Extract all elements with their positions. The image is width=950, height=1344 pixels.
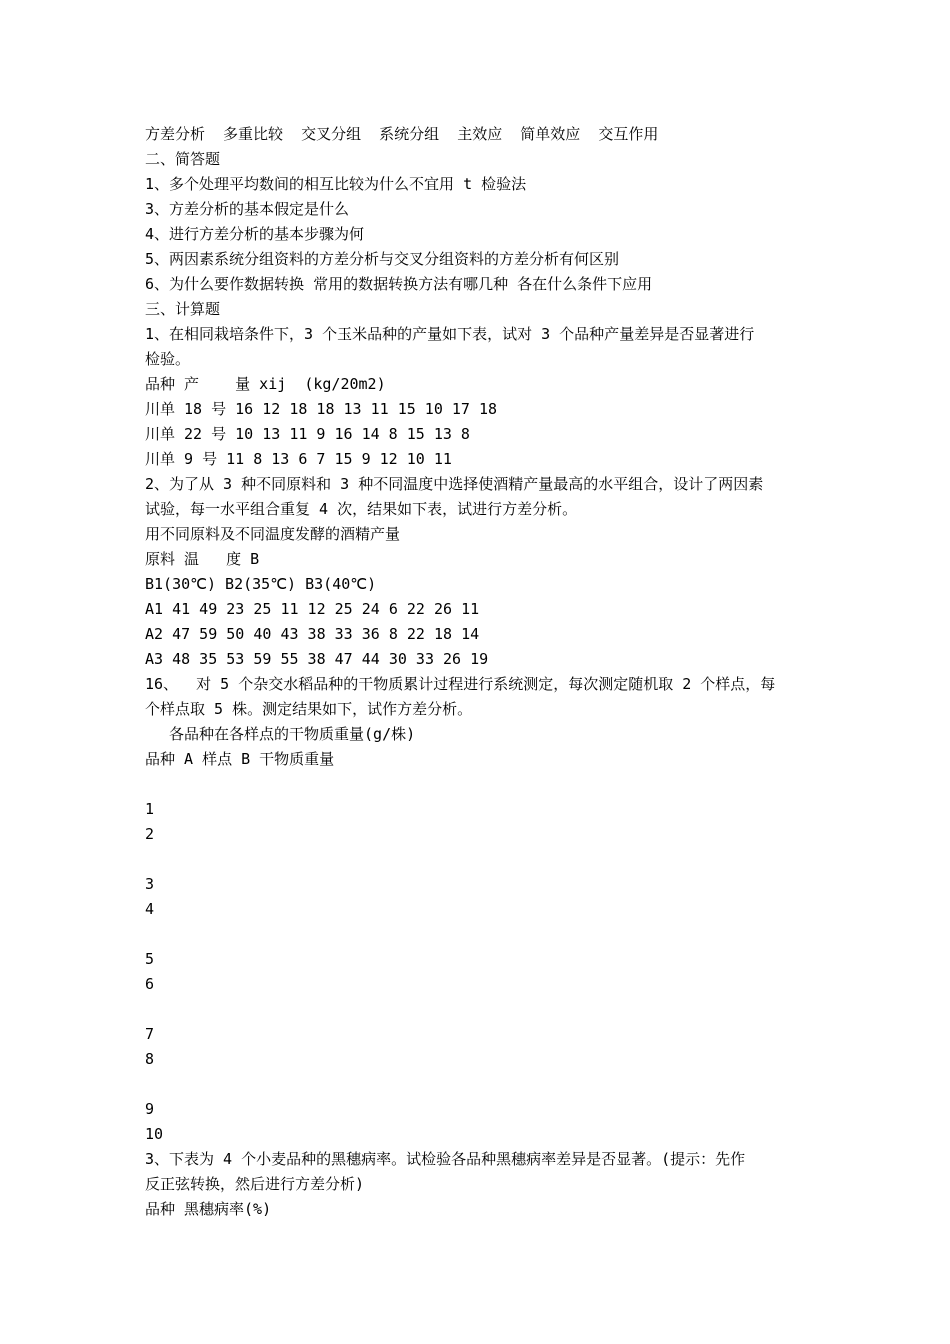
blank-line xyxy=(145,922,810,947)
table-row-label: 1 xyxy=(145,800,155,818)
table-header: 品种 A 样点 B 干物质重量 xyxy=(145,750,335,768)
table-row: A3 48 35 53 59 55 38 47 44 30 33 26 19 xyxy=(145,650,489,668)
table-row-label: 10 xyxy=(145,1125,164,1143)
problem-text: 个样点取 5 株。测定结果如下，试作方差分析。 xyxy=(145,700,473,718)
table-header: 品种 黑穗病率(%) xyxy=(145,1200,272,1218)
table-row: 川单 22 号 10 13 11 9 16 14 8 15 13 8 xyxy=(145,425,470,443)
question-line: 1、多个处理平均数间的相互比较为什么不宜用 t 检验法 xyxy=(145,175,527,193)
problem-text: 检验。 xyxy=(145,350,191,368)
table-row-label: 5 xyxy=(145,950,155,968)
table-row-label: 7 xyxy=(145,1025,155,1043)
table-row: 川单 9 号 11 8 13 6 7 15 9 12 10 11 xyxy=(145,450,452,468)
table-header: 品种 产 量 xij (kg/20m2) xyxy=(145,375,386,393)
table-row: A1 41 49 23 25 11 12 25 24 6 22 26 11 xyxy=(145,600,480,618)
question-line: 3、方差分析的基本假定是什么 xyxy=(145,200,350,218)
table-row: 川单 18 号 16 12 18 18 13 11 15 10 17 18 xyxy=(145,400,498,418)
table-header: B1(30℃) B2(35℃) B3(40℃) xyxy=(145,575,377,593)
document-body xyxy=(145,122,810,1222)
table-row-label: 4 xyxy=(145,900,155,918)
question-line: 5、两因素系统分组资料的方差分析与交叉分组资料的方差分析有何区别 xyxy=(145,250,620,268)
table-row-label: 8 xyxy=(145,1050,155,1068)
problem-text: 试验，每一水平组合重复 4 次，结果如下表，试进行方差分析。 xyxy=(145,500,578,518)
terms-line: 方差分析 多重比较 交叉分组 系统分组 主效应 简单效应 交互作用 xyxy=(145,125,659,143)
question-line: 6、为什么要作数据转换 常用的数据转换方法有哪几种 各在什么条件下应用 xyxy=(145,275,653,293)
table-title: 各品种在各样点的干物质重量(g/株) xyxy=(169,725,416,743)
table-row-label: 9 xyxy=(145,1100,155,1118)
section-heading-calculation: 三、计算题 xyxy=(145,300,221,318)
problem-text: 3、下表为 4 个小麦品种的黑穗病率。试检验各品种黑穗病率差异是否显著。(提示：先作 xyxy=(145,1150,746,1168)
table-row-label: 6 xyxy=(145,975,155,993)
problem-text: 1、在相同栽培条件下，3 个玉米品种的产量如下表，试对 3 个品种产量差异是否显著进行 xyxy=(145,325,755,343)
blank-line xyxy=(145,1072,810,1097)
table-title: 用不同原料及不同温度发酵的酒精产量 xyxy=(145,525,401,543)
blank-line xyxy=(145,772,810,797)
table-header: 原料 温 度 B xyxy=(145,550,260,568)
table-row-label: 3 xyxy=(145,875,155,893)
section-heading-short-answer: 二、简答题 xyxy=(145,150,221,168)
problem-text: 反正弦转换，然后进行方差分析) xyxy=(145,1175,365,1193)
blank-line xyxy=(145,997,810,1022)
blank-line xyxy=(145,847,810,872)
problem-text: 2、为了从 3 种不同原料和 3 种不同温度中选择使酒精产量最高的水平组合，设计了两因素 xyxy=(145,475,764,493)
question-line: 4、进行方差分析的基本步骤为何 xyxy=(145,225,365,243)
table-row: A2 47 59 50 40 43 38 33 36 8 22 18 14 xyxy=(145,625,480,643)
table-row-label: 2 xyxy=(145,825,155,843)
problem-text: 16、 对 5 个杂交水稻品种的干物质累计过程进行系统测定，每次测定随机取 2 个样点，每 xyxy=(145,675,776,693)
